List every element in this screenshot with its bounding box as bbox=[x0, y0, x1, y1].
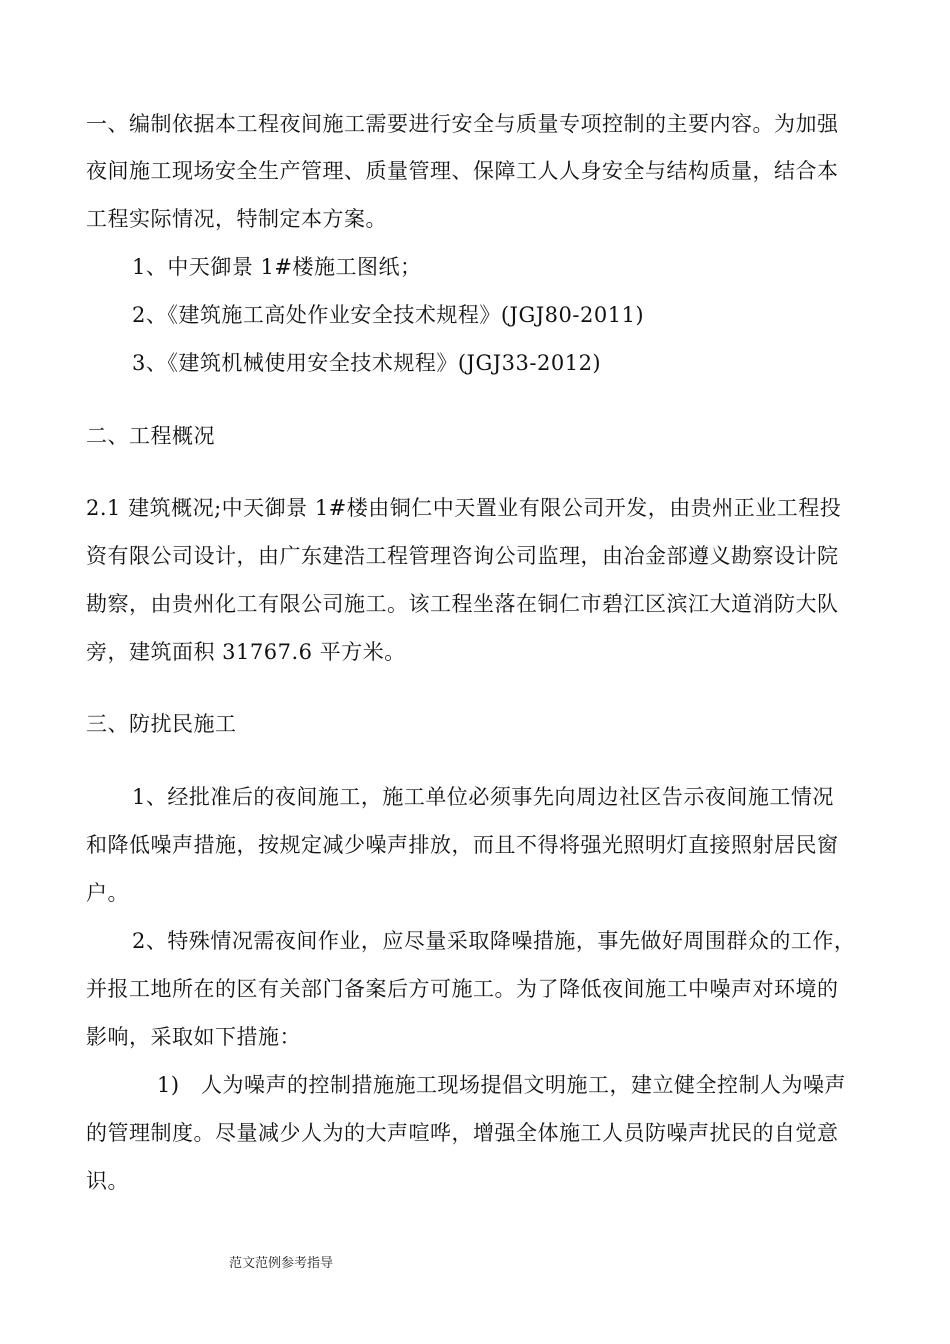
section3-p1-line-3: 户。 bbox=[86, 881, 129, 905]
measure-1-line-2: 的管理制度。尽量减少人为的大声喧哗，增强全体施工人员防噪声扰民的自觉意 bbox=[86, 1121, 839, 1145]
footer-text: 范文范例参考指导 bbox=[229, 1256, 334, 1271]
section2-heading: 二、工程概况 bbox=[86, 424, 215, 448]
reference-item-1: 1、中天御景 1#楼施工图纸； bbox=[132, 255, 422, 279]
section3-p2-line-1: 2、特殊情况需夜间作业，应尽量采取降噪措施，事先做好周围群众的工作， bbox=[132, 929, 856, 953]
section1-line-1: 一、编制依据本工程夜间施工需要进行安全与质量专项控制的主要内容。为加强 bbox=[86, 112, 839, 136]
section2-line-1: 2.1 建筑概况;中天御景 1#楼由铜仁中天置业有限公司开发，由贵州正业工程投 bbox=[86, 496, 842, 520]
section3-p1-line-2: 和降低噪声措施，按规定减少噪声排放，而且不得将强光照明灯直接照射居民窗 bbox=[86, 833, 839, 857]
section3-heading: 三、防扰民施工 bbox=[86, 712, 237, 736]
measure-1-text: 人为噪声的控制措施施工现场提倡文明施工，建立健全控制人为噪声 bbox=[201, 1073, 846, 1097]
section3-p2-line-2: 并报工地所在的区有关部门备案后方可施工。为了降低夜间施工中噪声对环境的 bbox=[86, 977, 839, 1001]
section3-p1-line-1: 1、经批准后的夜间施工，施工单位必须事先向周边社区告示夜间施工情况 bbox=[132, 785, 834, 809]
section2-line-4: 旁，建筑面积 31767.6 平方米。 bbox=[86, 640, 406, 664]
section1-line-2: 夜间施工现场安全生产管理、质量管理、保障工人人身安全与结构质量，结合本 bbox=[86, 159, 839, 183]
reference-item-3: 3、《建筑机械使用安全技术规程》(JGJ33-2012) bbox=[132, 351, 602, 375]
section2-line-2: 资有限公司设计，由广东建浩工程管理咨询公司监理，由冶金部遵义勘察设计院 bbox=[86, 544, 839, 568]
section1-line-3: 工程实际情况，特制定本方案。 bbox=[86, 207, 387, 231]
section2-line-3: 勘察，由贵州化工有限公司施工。该工程坐落在铜仁市碧江区滨江大道消防大队 bbox=[86, 592, 839, 616]
measure-1-line-1 bbox=[157, 1071, 846, 1099]
measure-1-line-3: 识。 bbox=[86, 1169, 129, 1193]
reference-item-2: 2、《建筑施工高处作业安全技术规程》(JGJ80-2011) bbox=[132, 303, 645, 327]
section3-p2-line-3: 影响，采取如下措施： bbox=[86, 1025, 301, 1049]
measure-1-marker: 1) bbox=[157, 1073, 180, 1097]
